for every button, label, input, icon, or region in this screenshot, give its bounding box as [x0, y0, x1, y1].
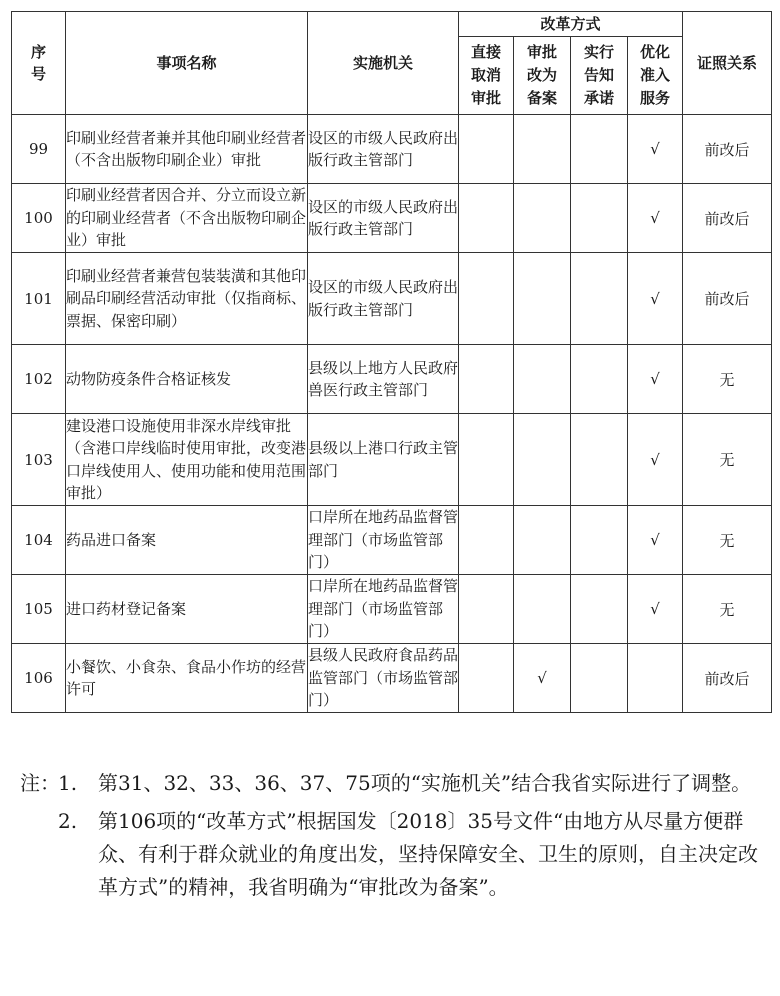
row-relation: 前改后 [683, 644, 772, 713]
header-method-filing: 审批改为备案 [514, 37, 571, 115]
row-method-cell [628, 575, 683, 644]
row-method-cell [514, 506, 571, 575]
note-item [20, 805, 765, 904]
row-seq: 105 [12, 575, 66, 644]
row-method-cell [459, 115, 514, 184]
row-method-cell [628, 506, 683, 575]
row-seq: 100 [12, 184, 66, 253]
row-seq: 104 [12, 506, 66, 575]
row-method-cell [571, 115, 628, 184]
row-seq: 102 [12, 345, 66, 414]
row-method-cell [571, 253, 628, 345]
row-relation: 前改后 [683, 253, 772, 345]
header-method-optimize: 优化准入服务 [628, 37, 683, 115]
row-method-cell [459, 644, 514, 713]
header-method-cancel: 直接取消审批 [459, 37, 514, 115]
header-seq: 序号 [12, 12, 66, 115]
row-item-name: 印刷业经营者兼并其他印刷业经营者（不含出版物印刷企业）审批 [66, 115, 308, 184]
row-seq: 99 [12, 115, 66, 184]
note-number: 1. [58, 771, 78, 795]
check-mark: √ [650, 140, 660, 158]
row-item-name: 建设港口设施使用非深水岸线审批（含港口岸线临时使用审批，改变港口岸线使用人、使用功能和使用范围审批） [66, 414, 308, 506]
row-item-name: 进口药材登记备案 [66, 575, 308, 644]
row-agency: 县级以上港口行政主管部门 [308, 414, 459, 506]
row-agency: 设区的市级人民政府出版行政主管部门 [308, 115, 459, 184]
row-method-cell [514, 345, 571, 414]
row-item-name: 动物防疫条件合格证核发 [66, 345, 308, 414]
row-agency: 口岸所在地药品监督管理部门（市场监管部门） [308, 506, 459, 575]
row-method-cell [628, 184, 683, 253]
row-item-name: 小餐饮、小食杂、食品小作坊的经营许可 [66, 644, 308, 713]
notes-section [20, 767, 765, 904]
row-method-cell [628, 414, 683, 506]
row-method-cell [459, 414, 514, 506]
note-number: 2. [58, 809, 78, 833]
row-agency: 县级人民政府食品药品监管部门（市场监管部门） [308, 644, 459, 713]
row-method-cell [514, 644, 571, 713]
check-mark: √ [650, 600, 660, 618]
row-method-cell [628, 644, 683, 713]
note-text: 第106项的“改革方式”根据国发〔2018〕35号文件“由地方从尽量方便群众、有利于群众就业的角度出发，坚持保障安全、卫生的原则，自主决定改革方式”的精神，我省明确为“审批改为备案”。 [98, 809, 758, 899]
row-method-cell [514, 184, 571, 253]
table-row [12, 506, 772, 575]
row-relation: 无 [683, 414, 772, 506]
table-row [12, 345, 772, 414]
row-method-cell [628, 115, 683, 184]
table-row [12, 644, 772, 713]
row-method-cell [571, 184, 628, 253]
note-text: 第31、32、33、36、37、75项的“实施机关”结合我省实际进行了调整。 [98, 771, 752, 795]
header-relation: 证照关系 [683, 12, 772, 115]
header-agency: 实施机关 [308, 12, 459, 115]
row-method-cell [571, 644, 628, 713]
check-mark: √ [650, 531, 660, 549]
row-relation: 前改后 [683, 115, 772, 184]
header-item-name: 事项名称 [66, 12, 308, 115]
header-method-notify: 实行告知承诺 [571, 37, 628, 115]
row-seq: 103 [12, 414, 66, 506]
row-method-cell [628, 345, 683, 414]
row-method-cell [459, 253, 514, 345]
row-method-cell [459, 506, 514, 575]
table-row [12, 414, 772, 506]
row-item-name: 印刷业经营者兼营包装装潢和其他印刷品印刷经营活动审批（仅指商标、票据、保密印刷） [66, 253, 308, 345]
table-row [12, 575, 772, 644]
row-method-cell [571, 414, 628, 506]
header-reform-method: 改革方式 [459, 12, 683, 37]
row-method-cell [571, 345, 628, 414]
row-method-cell [571, 506, 628, 575]
row-method-cell [459, 345, 514, 414]
row-seq: 106 [12, 644, 66, 713]
row-relation: 无 [683, 345, 772, 414]
row-agency: 县级以上地方人民政府兽医行政主管部门 [308, 345, 459, 414]
check-mark: √ [650, 289, 660, 308]
row-method-cell [514, 575, 571, 644]
row-item-name: 药品进口备案 [66, 506, 308, 575]
check-mark: √ [537, 669, 547, 687]
check-mark: √ [650, 450, 660, 469]
notes-lead: 注： [20, 771, 60, 795]
row-method-cell [571, 575, 628, 644]
row-relation: 无 [683, 506, 772, 575]
row-method-cell [628, 253, 683, 345]
check-mark: √ [650, 370, 660, 388]
row-method-cell [514, 115, 571, 184]
row-relation: 前改后 [683, 184, 772, 253]
table-row [12, 115, 772, 184]
reform-table [11, 11, 772, 713]
table-body [12, 115, 772, 713]
row-method-cell [514, 253, 571, 345]
note-item [20, 767, 765, 800]
row-method-cell [459, 575, 514, 644]
row-agency: 设区的市级人民政府出版行政主管部门 [308, 253, 459, 345]
row-method-cell [514, 414, 571, 506]
row-method-cell [459, 184, 514, 253]
row-agency: 口岸所在地药品监督管理部门（市场监管部门） [308, 575, 459, 644]
row-agency: 设区的市级人民政府出版行政主管部门 [308, 184, 459, 253]
row-relation: 无 [683, 575, 772, 644]
table-row [12, 184, 772, 253]
row-item-name: 印刷业经营者因合并、分立而设立新的印刷业经营者（不含出版物印刷企业）审批 [66, 184, 308, 253]
row-seq: 101 [12, 253, 66, 345]
check-mark: √ [650, 209, 660, 227]
table-row [12, 253, 772, 345]
